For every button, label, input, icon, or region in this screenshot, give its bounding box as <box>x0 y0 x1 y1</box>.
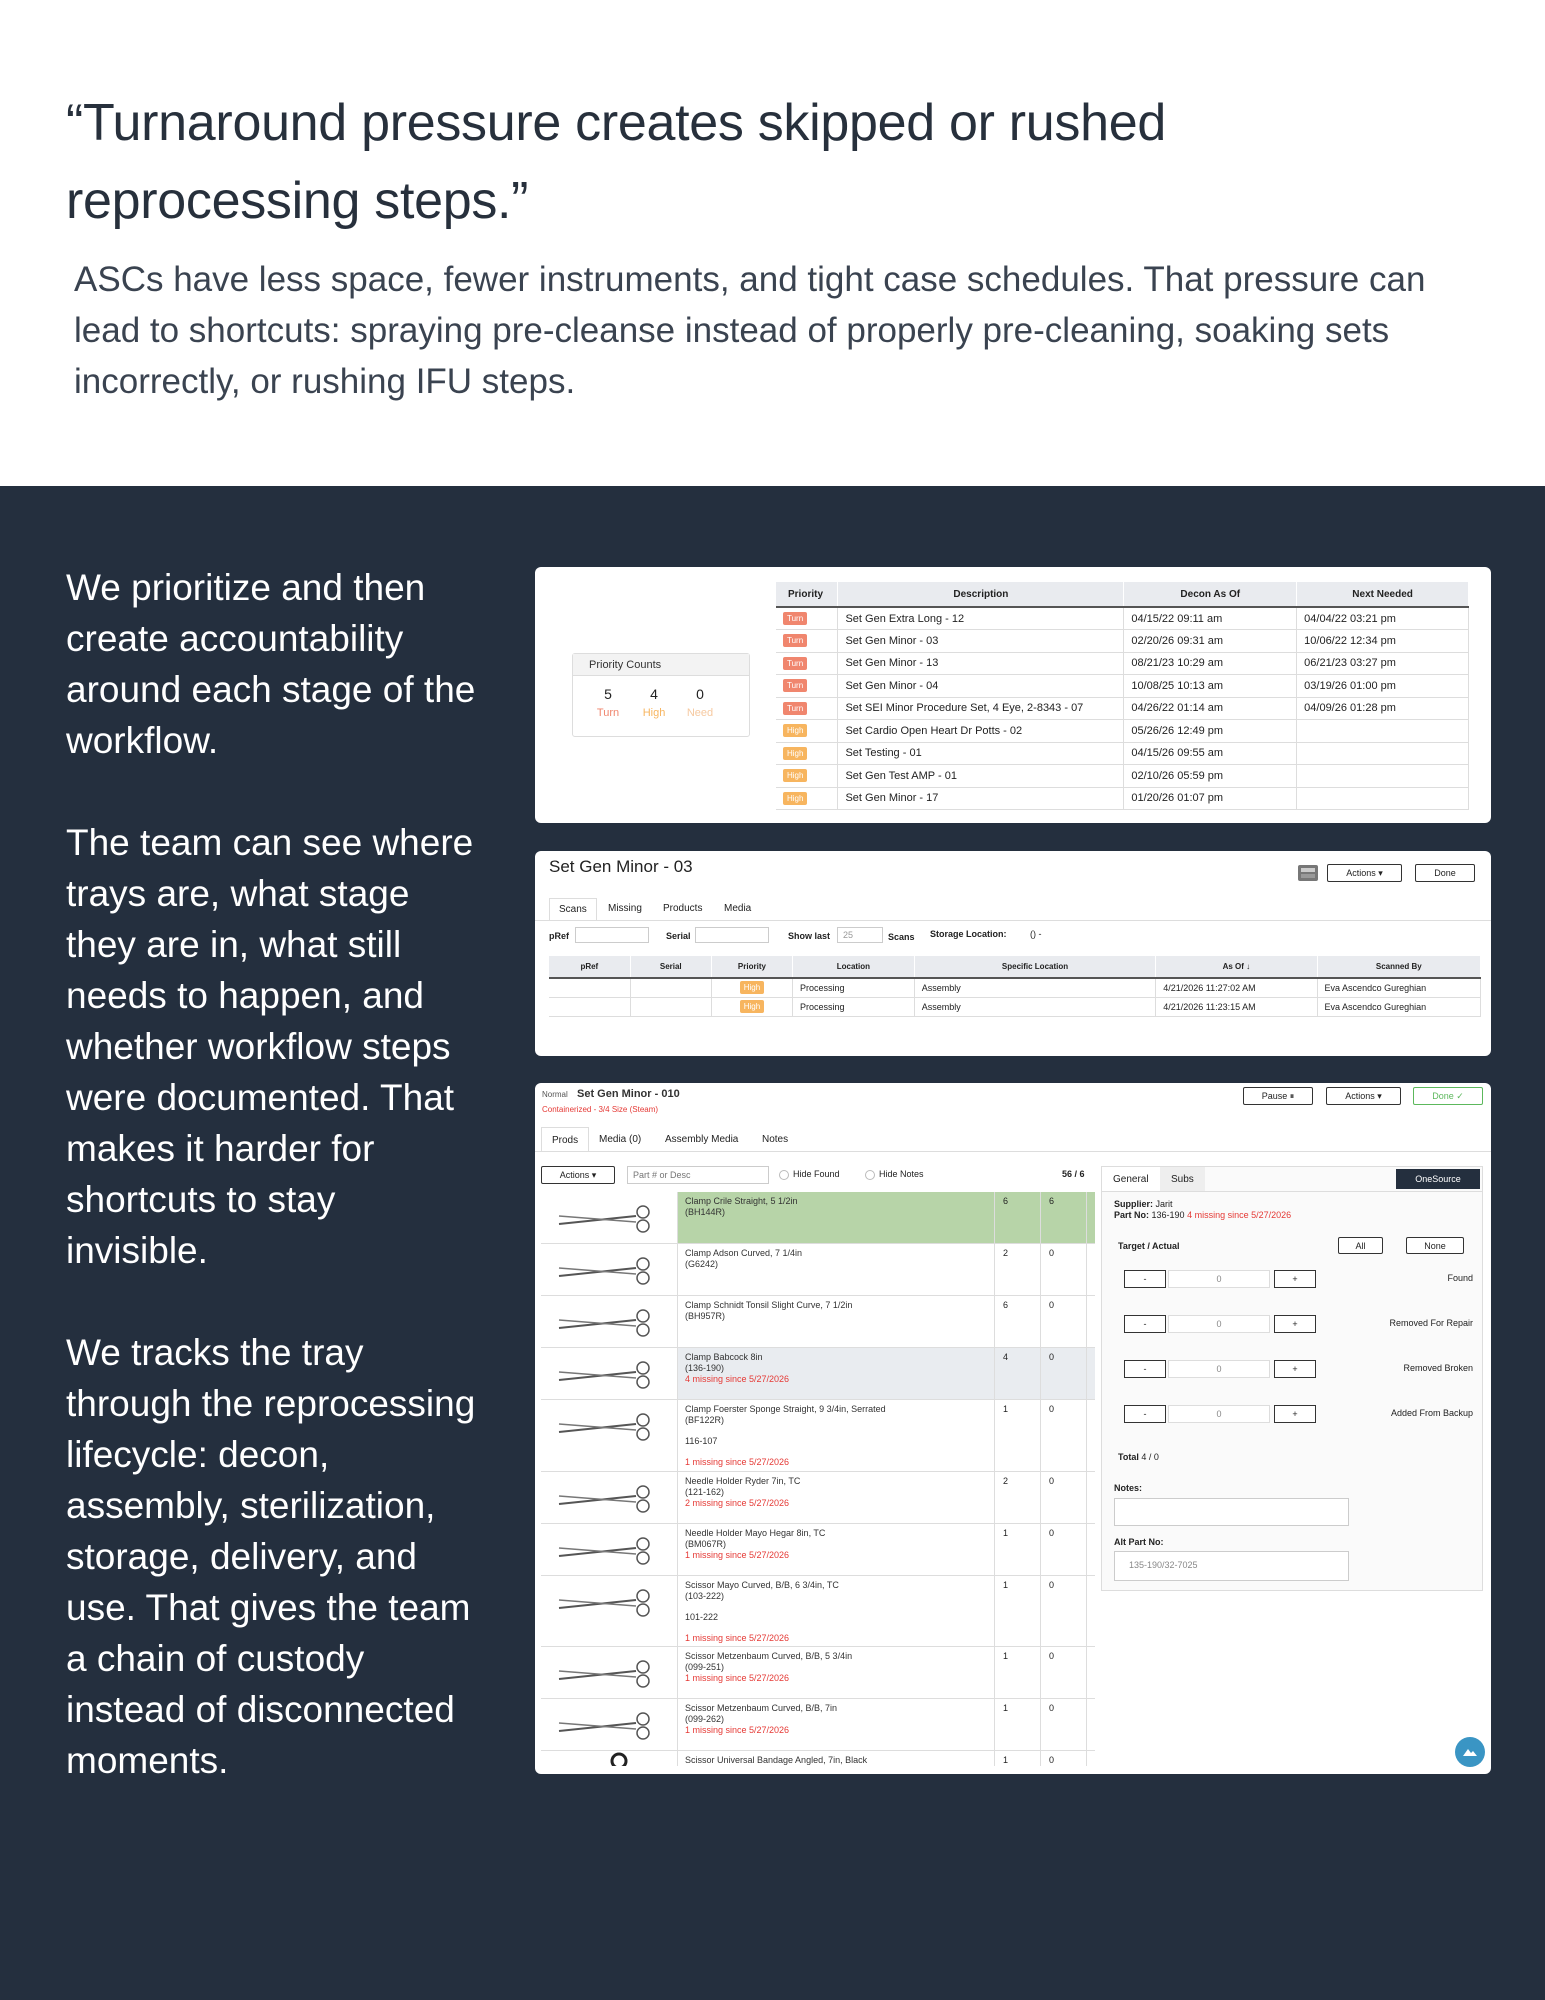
detail-pane <box>1101 1166 1483 1591</box>
product-name: Scissor Universal Bandage Angled, 7in, Black <box>685 1755 868 1765</box>
adjust-label: Found <box>1447 1273 1473 1283</box>
part-missing: 4 missing since 5/27/2026 <box>1187 1210 1292 1220</box>
scans-label: Scans <box>888 932 915 942</box>
product-name: Scissor Mayo Curved, B/B, 6 3/4in, TC <box>685 1580 839 1590</box>
supplier-label: Supplier: <box>1114 1199 1154 1209</box>
missing-note: 1 missing since 5/27/2026 <box>685 1673 790 1683</box>
table-row[interactable] <box>776 765 1469 788</box>
priority-badge: High <box>783 792 807 805</box>
instrument-icon <box>541 1244 678 1296</box>
decrement-button[interactable]: - <box>1124 1405 1166 1423</box>
product-row[interactable] <box>541 1699 1095 1751</box>
missing-note: 1 missing since 5/27/2026 <box>685 1550 790 1560</box>
mode-label: Normal <box>542 1090 568 1099</box>
priority-count-label: Turn <box>596 707 620 719</box>
hide-found-toggle[interactable] <box>779 1170 789 1180</box>
instrument-image <box>541 1647 678 1698</box>
next-needed-date: 06/21/23 03:27 pm <box>1297 652 1469 675</box>
side-paragraph-2: The team can see where trays are, what stage they are in, what still needs to happen, and whether workflow steps were documented. That makes it harder for shortcuts to stay invisible. <box>66 822 474 1271</box>
product-row[interactable] <box>541 1348 1095 1400</box>
priority-badge: High <box>783 724 807 737</box>
actual-qty: 0 <box>1041 1751 1087 1766</box>
scan-by: Eva Ascendco Gureghian <box>1317 997 1480 1016</box>
target-qty: 1 <box>995 1524 1041 1575</box>
table-row[interactable] <box>776 630 1469 653</box>
product-name: Clamp Schnidt Tonsil Slight Curve, 7 1/2in <box>685 1300 853 1310</box>
column-header[interactable]: Priority <box>776 582 838 607</box>
set-description: Set Gen Minor - 13 <box>838 652 1124 675</box>
instrument-icon <box>541 1472 678 1524</box>
product-code: (121-162) <box>685 1487 725 1497</box>
supplier-value: Jarit <box>1155 1199 1173 1209</box>
scan-panel <box>535 851 1491 1056</box>
product-alt-code: 101-222 <box>685 1612 719 1622</box>
column-header[interactable]: Location <box>793 956 915 978</box>
priority-count-label: Need <box>686 707 714 719</box>
next-needed-date <box>1297 765 1469 788</box>
part-search-input[interactable] <box>627 1166 769 1184</box>
alt-part-label: Alt Part No: <box>1114 1537 1164 1547</box>
product-name: Clamp Foerster Sponge Straight, 9 3/4in, Serrated <box>685 1404 886 1414</box>
alt-part-input[interactable]: 135-190/32-7025 <box>1114 1551 1349 1581</box>
set-description: Set Gen Minor - 03 <box>838 630 1124 653</box>
priority-badge: High <box>740 981 764 994</box>
priority-badge: High <box>740 1000 764 1013</box>
product-code: (103-222) <box>685 1591 725 1601</box>
table-row[interactable] <box>776 787 1469 810</box>
actions-button[interactable]: Actions ▾ <box>1327 864 1402 882</box>
product-row[interactable] <box>541 1472 1095 1524</box>
set-description: Set Gen Minor - 17 <box>838 787 1124 810</box>
table-row[interactable] <box>549 978 1481 997</box>
priority-badge: Turn <box>783 634 807 647</box>
adjust-label: Added From Backup <box>1390 1408 1473 1418</box>
pause-button[interactable]: Pause ⏸ <box>1243 1087 1313 1105</box>
set-description: Set Testing - 01 <box>838 742 1124 765</box>
product-row[interactable] <box>541 1576 1095 1647</box>
decon-date: 02/10/26 05:59 pm <box>1124 765 1297 788</box>
increment-button[interactable]: + <box>1274 1270 1316 1288</box>
actual-qty: 0 <box>1041 1576 1087 1646</box>
priority-count-turn <box>583 686 633 719</box>
set-title: Set Gen Minor - 010 <box>577 1088 680 1100</box>
list-actions-button[interactable]: Actions ▾ <box>541 1166 615 1184</box>
target-qty: 1 <box>995 1576 1041 1646</box>
product-code: (BH144R) <box>685 1207 726 1217</box>
next-needed-date <box>1297 720 1469 743</box>
product-code: (099-251) <box>685 1662 725 1672</box>
next-needed-date <box>1297 787 1469 810</box>
adjust-row <box>1124 1360 1479 1380</box>
actual-qty: 6 <box>1041 1192 1087 1243</box>
instrument-icon <box>541 1192 678 1244</box>
all-button[interactable]: All <box>1338 1237 1383 1254</box>
column-header[interactable]: Serial <box>630 956 711 978</box>
set-description: Set SEI Minor Procedure Set, 4 Eye, 2-8343 - 07 <box>838 697 1124 720</box>
scan-pref <box>549 978 630 997</box>
instrument-icon <box>541 1647 678 1699</box>
adjust-row <box>1124 1315 1479 1335</box>
product-name: Scissor Metzenbaum Curved, B/B, 7in <box>685 1703 838 1713</box>
scan-asof: 4/21/2026 11:27:02 AM <box>1156 978 1317 997</box>
tab-divider <box>535 1151 1491 1152</box>
table-row[interactable] <box>776 697 1469 720</box>
tab-scans[interactable]: Scans <box>549 898 597 920</box>
priority-count-high <box>629 686 679 719</box>
target-qty: 6 <box>995 1296 1041 1347</box>
actual-qty: 0 <box>1041 1348 1087 1399</box>
priority-badge: Turn <box>783 679 807 692</box>
decon-date: 10/08/25 10:13 am <box>1124 675 1297 698</box>
target-qty: 2 <box>995 1472 1041 1523</box>
target-qty: 1 <box>995 1400 1041 1471</box>
tab-products[interactable]: Products <box>663 903 703 914</box>
instrument-image <box>541 1244 678 1295</box>
missing-note: 1 missing since 5/27/2026 <box>685 1457 790 1467</box>
column-header[interactable]: Priority <box>711 956 792 978</box>
table-row[interactable] <box>549 997 1481 1016</box>
decon-date: 08/21/23 10:29 am <box>1124 652 1297 675</box>
decon-date: 04/15/26 09:55 am <box>1124 742 1297 765</box>
adjust-row <box>1124 1405 1479 1425</box>
decon-date: 05/26/26 12:49 pm <box>1124 720 1297 743</box>
instrument-icon <box>541 1699 678 1751</box>
show-last-label: Show last <box>788 931 831 941</box>
decrement-button[interactable]: - <box>1124 1360 1166 1378</box>
adjust-value[interactable]: 0 <box>1168 1405 1270 1423</box>
priority-panel <box>535 567 1491 823</box>
decrement-button[interactable]: - <box>1124 1315 1166 1333</box>
hide-notes-toggle[interactable] <box>865 1170 875 1180</box>
container-subtitle: Containerized - 3/4 Size (Steam) <box>542 1105 659 1114</box>
hide-found-label: Hide Found <box>793 1169 840 1179</box>
part-value: 136-190 <box>1151 1210 1185 1220</box>
table-row[interactable] <box>776 652 1469 675</box>
set-description: Set Cardio Open Heart Dr Potts - 02 <box>838 720 1124 743</box>
set-description: Set Gen Test AMP - 01 <box>838 765 1124 788</box>
scan-location: Processing <box>793 978 915 997</box>
missing-note: 2 missing since 5/27/2026 <box>685 1498 790 1508</box>
increment-button[interactable]: + <box>1274 1315 1316 1333</box>
product-row[interactable] <box>541 1296 1095 1348</box>
target-qty: 1 <box>995 1751 1041 1766</box>
scan-serial <box>630 978 711 997</box>
assembly-panel <box>535 1083 1491 1774</box>
increment-button[interactable]: + <box>1274 1405 1316 1423</box>
instrument-icon <box>541 1576 678 1647</box>
tab-media[interactable]: Media <box>724 903 752 914</box>
decon-date: 01/20/26 01:07 pm <box>1124 787 1297 810</box>
mountain-icon <box>1455 1737 1485 1767</box>
set-description: Set Gen Minor - 04 <box>838 675 1124 698</box>
priority-count-value: 4 <box>650 686 658 702</box>
scan-specific: Assembly <box>914 997 1155 1016</box>
instrument-icon <box>541 1296 678 1348</box>
product-list <box>541 1192 1095 1766</box>
next-needed-date <box>1297 742 1469 765</box>
priority-badge: Turn <box>783 612 807 625</box>
header-section <box>0 0 1545 486</box>
table-row[interactable] <box>776 742 1469 765</box>
decon-date: 02/20/26 09:31 am <box>1124 630 1297 653</box>
priority-badge: Turn <box>783 702 807 715</box>
notes-label: Notes: <box>1114 1483 1143 1493</box>
priority-badge: High <box>783 747 807 760</box>
target-qty: 1 <box>995 1699 1041 1750</box>
found-count: 56 / 6 <box>1062 1169 1085 1179</box>
instrument-image <box>541 1472 678 1523</box>
page-quote: “Turnaround pressure creates skipped or rushed reprocessing steps.” <box>66 94 1166 230</box>
next-needed-date: 04/09/26 01:28 pm <box>1297 697 1469 720</box>
next-needed-date: 03/19/26 01:00 pm <box>1297 675 1469 698</box>
next-needed-date: 04/04/22 03:21 pm <box>1297 607 1469 630</box>
decon-date: 04/26/22 01:14 am <box>1124 697 1297 720</box>
product-code: (G6242) <box>685 1259 719 1269</box>
actual-qty: 0 <box>1041 1524 1087 1575</box>
side-paragraph-1: We prioritize and then create accountability around each stage of the workflow. <box>66 567 476 761</box>
increment-button[interactable]: + <box>1274 1360 1316 1378</box>
pref-label: pRef <box>549 931 569 941</box>
priority-counts <box>572 653 750 737</box>
actual-qty: 0 <box>1041 1647 1087 1698</box>
hide-notes-label: Hide Notes <box>879 1169 924 1179</box>
tab-divider <box>535 920 1491 921</box>
scan-pref <box>549 997 630 1016</box>
scan-specific: Assembly <box>914 978 1155 997</box>
instrument-image <box>541 1348 678 1399</box>
product-code: (136-190) <box>685 1363 725 1373</box>
missing-note: 1 missing since 5/27/2026 <box>685 1725 790 1735</box>
product-name: Clamp Babcock 8in <box>685 1352 763 1362</box>
target-qty: 4 <box>995 1348 1041 1399</box>
product-alt-code: 116-107 <box>685 1436 718 1446</box>
printer-icon[interactable] <box>1295 863 1321 883</box>
side-paragraph-3: We tracks the tray through the reprocessing lifecycle: decon, assembly, sterilization, storage, delivery, and use. That gives the team a chain of custody instead of disconnected moments. <box>66 1332 476 1781</box>
instrument-image <box>541 1524 678 1575</box>
column-header[interactable]: Scanned By <box>1317 956 1480 978</box>
done-button[interactable]: Done ✓ <box>1413 1087 1483 1105</box>
pref-input[interactable] <box>575 927 649 943</box>
priority-count-need <box>675 686 725 719</box>
side-copy <box>66 562 486 1837</box>
show-last-input[interactable]: 25 <box>837 927 883 943</box>
total-value: 4 / 0 <box>1141 1452 1159 1462</box>
set-description: Set Gen Extra Long - 12 <box>838 607 1124 630</box>
tab-notes[interactable]: Notes <box>762 1134 789 1145</box>
column-header[interactable]: Description <box>838 582 1124 607</box>
instrument-icon <box>541 1751 678 1766</box>
actual-qty: 0 <box>1041 1699 1087 1750</box>
actual-qty: 0 <box>1041 1472 1087 1523</box>
notes-textarea[interactable] <box>1114 1498 1349 1526</box>
actions-button[interactable]: Actions ▾ <box>1326 1087 1401 1105</box>
instrument-icon <box>541 1400 678 1472</box>
table-row[interactable] <box>776 675 1469 698</box>
priority-badge: High <box>783 769 807 782</box>
adjust-value[interactable]: 0 <box>1168 1270 1270 1288</box>
product-code: (BM067R) <box>685 1539 727 1549</box>
product-name: Needle Holder Ryder 7in, TC <box>685 1476 801 1486</box>
target-qty: 6 <box>995 1192 1041 1243</box>
product-row[interactable] <box>541 1244 1095 1296</box>
priority-table <box>776 582 1469 810</box>
adjust-value[interactable]: 0 <box>1168 1315 1270 1333</box>
tab-general[interactable]: General <box>1102 1167 1161 1191</box>
instrument-icon <box>541 1524 678 1576</box>
scan-table <box>549 956 1481 1017</box>
serial-label: Serial <box>666 931 691 941</box>
priority-counts-title: Priority Counts <box>573 654 749 676</box>
adjust-row <box>1124 1270 1479 1290</box>
table-row[interactable] <box>776 720 1469 743</box>
product-name: Scissor Metzenbaum Curved, B/B, 5 3/4in <box>685 1651 853 1661</box>
priority-count-value: 0 <box>696 686 704 702</box>
part-label: Part No: <box>1114 1210 1150 1220</box>
adjust-label: Removed Broken <box>1403 1363 1473 1373</box>
product-row[interactable] <box>541 1751 1095 1766</box>
instrument-image <box>541 1699 678 1750</box>
decrement-button[interactable]: - <box>1124 1270 1166 1288</box>
storage-location-value: () - <box>1030 929 1042 939</box>
product-row[interactable] <box>541 1524 1095 1576</box>
instrument-image <box>541 1296 678 1347</box>
target-qty: 1 <box>995 1647 1041 1698</box>
column-header[interactable]: As Of ↓ <box>1156 956 1317 978</box>
decon-date: 04/15/22 09:11 am <box>1124 607 1297 630</box>
onesource-button[interactable]: OneSource <box>1396 1169 1480 1189</box>
serial-input[interactable] <box>695 927 769 943</box>
target-qty: 2 <box>995 1244 1041 1295</box>
product-row[interactable] <box>541 1400 1095 1472</box>
scan-location: Processing <box>793 997 915 1016</box>
product-code: (BF122R) <box>685 1415 725 1425</box>
lead-paragraph: ASCs have less space, fewer instruments, and tight case schedules. That pressure can lead to shortcuts: spraying pre-cleanse instead of properly pre-cleaning, soaking sets incorrectly, or rushing IFU steps. <box>74 260 1426 401</box>
instrument-icon <box>541 1348 678 1400</box>
priority-badge: Turn <box>783 657 807 670</box>
tab-subs[interactable]: Subs <box>1160 1167 1205 1191</box>
table-row[interactable] <box>776 607 1469 630</box>
instrument-image <box>541 1400 678 1471</box>
scroll-top-button[interactable] <box>1455 1737 1485 1767</box>
product-row[interactable] <box>541 1647 1095 1699</box>
missing-note: 4 missing since 5/27/2026 <box>685 1374 790 1384</box>
product-name: Clamp Adson Curved, 7 1/4in <box>685 1248 803 1258</box>
priority-count-value: 5 <box>604 686 612 702</box>
actual-qty: 0 <box>1041 1296 1087 1347</box>
actual-qty: 0 <box>1041 1244 1087 1295</box>
scan-asof: 4/21/2026 11:23:15 AM <box>1156 997 1317 1016</box>
product-row[interactable] <box>541 1192 1095 1244</box>
priority-count-label: High <box>642 707 666 719</box>
missing-note: 1 missing since 5/27/2026 <box>685 1633 790 1643</box>
tab-prods[interactable]: Prods <box>541 1127 589 1151</box>
next-needed-date: 10/06/22 12:34 pm <box>1297 630 1469 653</box>
scan-serial <box>630 997 711 1016</box>
storage-location-label: Storage Location: <box>930 929 1007 939</box>
adjust-value[interactable]: 0 <box>1168 1360 1270 1378</box>
target-actual-label: Target / Actual <box>1118 1241 1180 1251</box>
set-title: Set Gen Minor - 03 <box>549 857 693 876</box>
instrument-image <box>541 1576 678 1646</box>
product-code: (099-262) <box>685 1714 725 1724</box>
done-button[interactable]: Done <box>1415 864 1475 882</box>
actual-qty: 0 <box>1041 1400 1087 1471</box>
product-name: Clamp Crile Straight, 5 1/2in <box>685 1196 798 1206</box>
column-header[interactable]: pRef <box>549 956 630 978</box>
product-name: Needle Holder Mayo Hegar 8in, TC <box>685 1528 826 1538</box>
none-button[interactable]: None <box>1406 1237 1464 1254</box>
column-header[interactable]: Next Needed <box>1297 582 1469 607</box>
product-code: (BH957R) <box>685 1311 726 1321</box>
adjust-label: Removed For Repair <box>1389 1318 1473 1328</box>
instrument-image <box>541 1751 678 1766</box>
instrument-image <box>541 1192 678 1243</box>
scan-by: Eva Ascendco Gureghian <box>1317 978 1480 997</box>
tab-media[interactable]: Media (0) <box>599 1134 642 1145</box>
column-header[interactable]: Specific Location <box>914 956 1155 978</box>
tab-assembly-media[interactable]: Assembly Media <box>665 1134 739 1145</box>
column-header[interactable]: Decon As Of <box>1124 582 1297 607</box>
total-label: Total <box>1118 1452 1139 1462</box>
tab-missing[interactable]: Missing <box>608 903 642 914</box>
